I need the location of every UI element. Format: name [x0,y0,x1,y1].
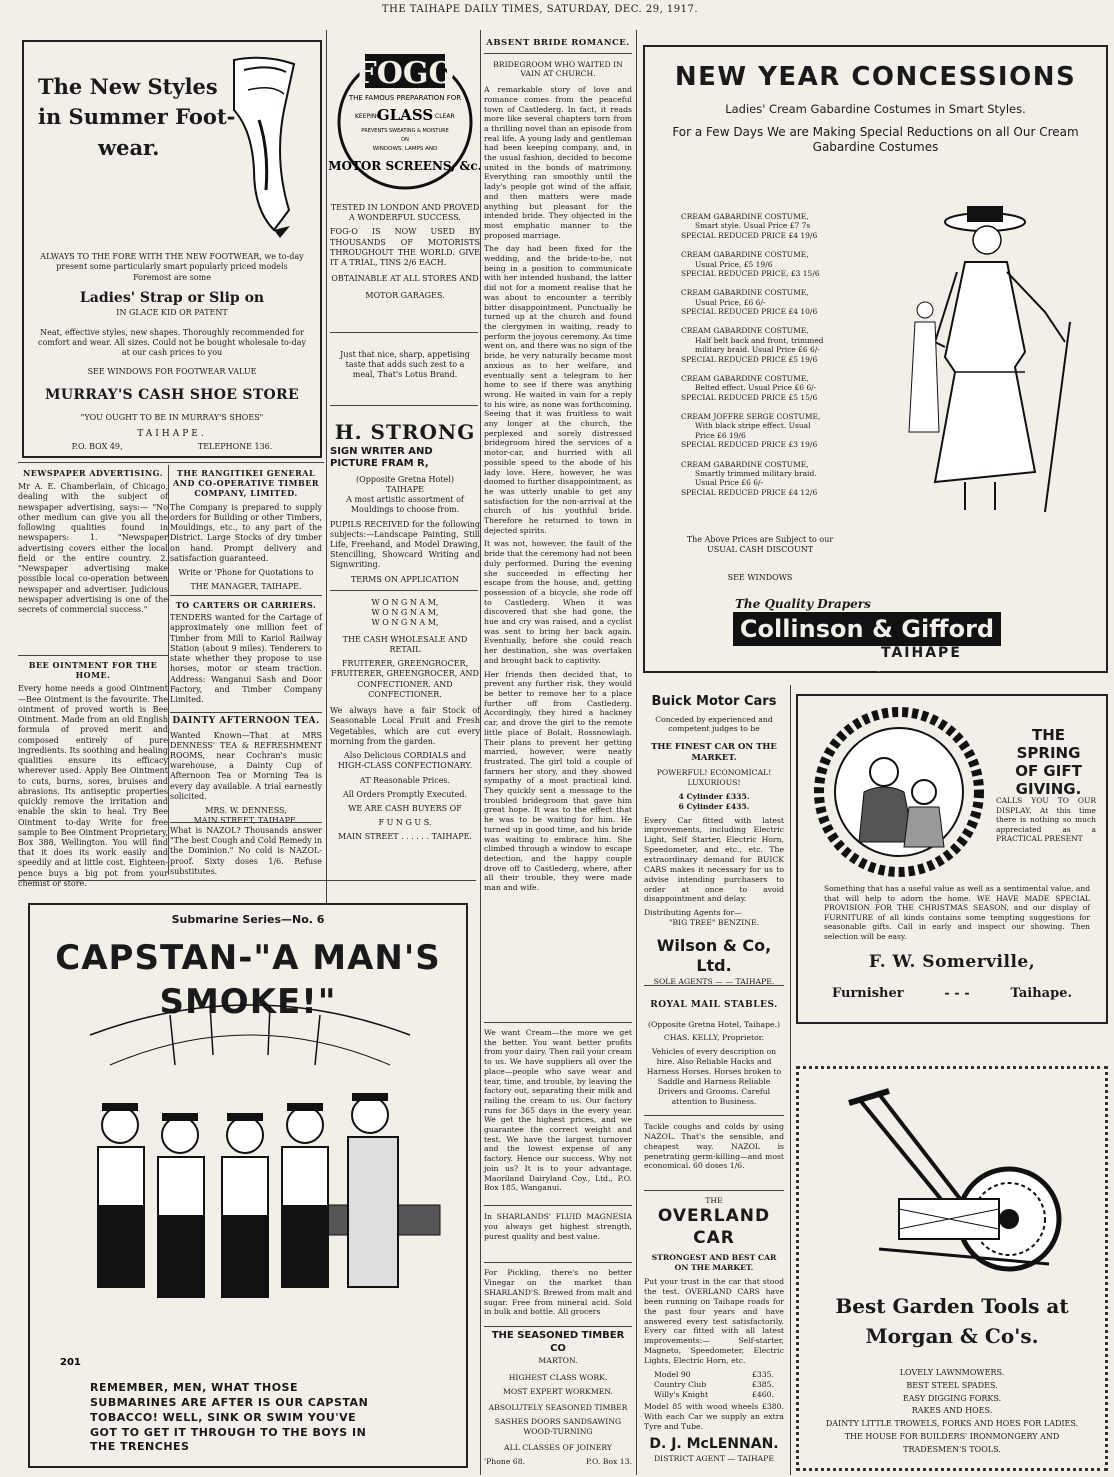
gift-wreath-illustration [804,702,994,882]
wongnam-name-2: W O N G N A M, [371,608,439,618]
bride-paragraph-2: The day had been fixed for the wedding, and the bride-to-be, not being in a position to communicate with her intended husband, the latter did not for a moment realise that he was about to encounter a terribly bitter disappointment. Punctually he turned up at the church and found the clergymen in waiting, ready to perform the joyous ceremony. As time went on, and there was no sign of the bride, he very naturally became most anxious as to her welfare, and eventually sent a telegram to her home to see if there was anything wrong. He waited in vain for a reply to his wire, as none was forthcoming. Seeing that it was fruitless to wait any longer at the church, the perplexed and sorely distressed bridegroom hired the services of a motor-car, and hurried with all possible speed to the abode of his lady love. Here, however, he was doomed to further disappointment, as he was utterly unable to get any satisfaction for the non-arrival at the church of his youthful bride. Therefore he returned to town in dejected spirits. [484,244,632,535]
spring-body: Something that has a useful value as well as a sentimental value, and that will help to adorn the home. WE HAVE MADE SPECIAL PROVISION FOR THE CHRISTMAS SEASON, and our display of FURNITURE of all kinds contains some tempting suggestions for seasonable gifts. Call in early and inspect our showing. Then selection will be easy. [824,884,1090,941]
concessions-windows: SEE WINDOWS [727,573,793,583]
rangitikei-heading: THE RANGITIKEI GENERAL AND CO-OPERATIVE TIMBER COMPANY, LIMITED. [172,468,320,499]
costume-desc: Usual Price, £6 6/- [695,297,766,307]
buick-4-cylinder: 4 Cylinder £335. [678,791,750,801]
garden-line-3: EASY DIGGING FORKS. [902,1393,1002,1403]
concessions-quality: The Quality Drapers [735,597,871,611]
garden-line-1: LOVELY LAWNMOWERS. [899,1368,1005,1377]
capstan-title: CAPSTAN-"A MAN'S SMOKE!" [55,938,441,1022]
costume-price: SPECIAL REDUCED PRICE £4 19/6 [681,230,818,240]
costume-name: CREAM GABARDINE COSTUME, [681,459,809,469]
concessions-town: TAIHAPE [881,645,962,661]
stables-ad [644,1000,784,1110]
bride-paragraph-1: A remarkable story of love and romance comes from the peaceful town of Castlederg. In fact, it reads more like several chapters torn from a thrilling novel than an episode from real life. A young lady and gentleman had been keeping company, and, in the usual fashion, decided to become united in the bonds of matrimony. Everything ran smoothly until the lady's people got wind of the affair, and then matters were made anything but pleasant for the intended bride. They objected in the most emphatic manner to the proposed marriage. [484,85,632,240]
costume-item [681,288,831,316]
strong-mouldings: A most artistic assortment of Mouldings to choose from. [346,495,464,515]
overland-price-2: £385. [751,1379,774,1389]
strong-terms: TERMS ON APPLICATION [350,574,460,584]
capstan-ad [28,903,468,1468]
strong-location: (Opposite Gretna Hotel) [356,474,454,484]
fogo-logo-text: FOGO [355,56,455,91]
lawnmower-illustration [839,1089,1069,1289]
rangitikei-body: The Company is prepared to supply orders for Building or other Timbers, Mouldings, etc., to any part of the District. Large Stocks of dry timber on hand. Prompt delivery and satisfaction guaranteed. [170,502,322,563]
overland-name: OVERLAND CAR [657,1205,771,1248]
footwear-store-name: MURRAY'S CASH SHOE STORE [45,386,299,403]
concessions-title: NEW YEAR CONCESSIONS [674,62,1077,92]
costume-price: SPECIAL REDUCED PRICE £5 19/6 [681,354,818,364]
timber-line-1: HIGHEST CLASS WORK. [508,1373,608,1383]
footwear-headline-2: in Summer Foot- [38,104,236,130]
costume-price: SPECIAL REDUCED PRICE £5 15/6 [681,392,818,402]
timber-box: P.O. Box 13. [585,1456,632,1466]
concessions-ad [643,45,1108,677]
newspaper-article [18,468,168,653]
overland-the: THE [705,1196,723,1205]
rangitikei-manager: THE MANAGER, TAIHAPE. [190,582,302,592]
timber-heading: THE SEASONED TIMBER CO [491,1330,625,1354]
footwear-headline-3: wear. [98,134,160,160]
dainty-heading: DAINTY AFTERNOON TEA. [172,716,320,726]
wongnam-stock: We always have a fair Stock of Seasonable Local Fruit and Fresh Vegetables, which are cut every morning from the garden. [330,706,480,746]
footwear-intro-2: Foremost are some [133,273,211,283]
costume-item [681,374,831,402]
overland-model-1: Model 90 [654,1369,691,1379]
carters-ad [170,600,322,712]
stables-heading: ROYAL MAIL STABLES. [650,1000,778,1010]
nazol-notice-1: What is NAZOL? Thousands answer "The best Cough and Cold Remedy in the Dominion." No cold is NAZOL-proof. Sixty doses 1/6. Refuse substitutes. [170,826,322,876]
footwear-town: TAIHAPE. [137,428,207,439]
fogo-garages: MOTOR GARAGES. [365,290,445,300]
wongnam-buyers: WE ARE CASH BUYERS OF [348,803,462,813]
overland-body: Put your trust in the car that stood the test. OVERLAND CARS have been running on Taihape roads for the past four years and have answered every test satisfactorily. Every car fitted with all latest improvements:— Self-starter, Magneto, Speedometer, Electric Lights, Electric Horn, etc. [644,1277,784,1365]
strong-ad [330,420,480,600]
fogo-glass: GLASS [376,106,434,124]
spring-town: Taihape. [1010,986,1072,1001]
newspaper-body: Mr A. E. Chamberlain, of Chicago, dealing with the subject of newspaper advertising, says:— "No other medium can give you all the following qualities found in newspapers: 1. "Newspaper advertising covers either the local field or the entire country. 2. "Newspaper advertising make possible local co-operation between newspaper and advertiser. Judicious newspaper advertising is one of the secrets of commercial success." [18,482,168,615]
footwear-headline-1: The New Styles [38,74,218,99]
wongnam-street: MAIN STREET . . . . . . TAIHAPE. [338,832,472,842]
fogo-arc-text: THE FAMOUS PREPARATION FOR [348,94,462,102]
footwear-ad [22,40,322,458]
strong-name: H. STRONG [334,420,476,444]
buick-6-cylinder: 6 Cylinder £435. [678,801,750,811]
strong-pupils: PUPILS RECEIVED for the following subjects:—Landscape Painting, Still Life, Freehand, and Model Drawing, Stencilling, Showcard Writing and Signwriting. [330,519,480,570]
concessions-firm: Collinson & Gifford Ltd [733,612,1001,646]
fogo-logo [328,40,482,195]
overland-price-3: £460. [751,1389,774,1399]
wongnam-orders: All Orders Promptly Executed. [342,789,468,799]
wongnam-name-3: W O N G N A M, [371,618,439,628]
fogo-tested: TESTED IN LONDON AND PROVED A WONDERFUL SUCCESS. [330,203,480,223]
costume-desc: Belted effect. Usual Price £6 6/- [695,383,817,393]
wongnam-cash: THE CASH WHOLESALE AND RETAIL [342,634,468,654]
costume-desc: Smartly trimmed military braid. Usual Price £6 6/- [695,468,817,488]
buick-benzine: "BIG TREE" BENZINE. [668,918,760,928]
costume-name: CREAM GABARDINE COSTUME, [681,212,809,221]
bride-paragraph-4: Her friends then decided that, to prevent any further risk, they would be better to remove her to a place further off from Castlederg. Accordingly, they hired a hackney car, and drove the girl to the remote little place of Bolalt, Rossnowlagh. Their plans to prevent her getting married, however, were neatly frustrated. The girl told a couple of farmers her story, and they showed sympathy of a most practical kind. They quickly sent a message to the troubled bridegroom that gave him great hope. It was to the effect that he was to be waiting for him. He turned up in good time, and his bride was waiting to embrace him. She climbed through a window to escape detection, and the happy couple drove off to Castlederg, where, after all their trouble, they were made man and wife. [484,669,632,893]
overland-price-1: £335. [751,1369,774,1379]
costume-name: CREAM GABARDINE COSTUME, [681,288,809,298]
newspaper-heading: NEWSPAPER ADVERTISING. [22,468,164,478]
footwear-windows: SEE WINDOWS FOR FOOTWEAR VALUE [87,366,257,376]
wongnam-name-1: W O N G N A M, [371,598,439,607]
costume-item [681,212,831,240]
spring-name: F. W. Somerville, [868,952,1036,972]
garden-line-4: RAKES AND HOES. [911,1406,993,1416]
buick-heading: Buick Motor Cars [651,694,777,709]
bride-paragraph-3: It was not, however, the fault of the bride that the ceremony had not been duly performed. During the evening she succeeded in effecting her escape from the house, and, getting possession of a bicycle, she rode off to Castlederg. When it was discovered that she had gone, the hue and cry was raised, and a cyclist was sent to bring her back again. Eventually, before she could reach her destination, she was overtaken and brought back to captivity. [484,539,632,665]
dainty-body: Wanted Known—That at MRS DENNESS' TEA & REFRESHMENT ROOMS, near Cochran's music warehouse, a Dainty Cup of Afternoon Tea or Morning Tea is every day available. A trial earnestly solicited. [170,730,322,801]
buick-powerful: POWERFUL! ECONOMICAL! LUXURIOUS! [656,768,772,787]
magnesia-notice: In SHARLANDS' FLUID MAGNESIA you always get highest strength, purest quality and best value. [484,1212,632,1241]
footwear-telephone: TELEPHONE 136. [197,442,273,452]
sailors-illustration [50,975,450,1375]
concessions-intro: For a Few Days We are Making Special Reductions on all Our Cream Gabardine Costumes [672,124,1079,155]
dainty-ad [170,716,322,824]
cream-notice: We want Cream—the more we get the better. You want better profits from your dairy. Then rail your cream to us. We have suppliers all over the place—people who save wear and tear, time, and trouble, by leaving the factory out, separating their milk and railing the cream to us. Our factory runs for 365 days in the every year. We get the highest prices, and we guarantee the correct weight and test. We have the largest turnover and the lowest expense of any factory. Hence our success. Why not join us? It is to your advantage. Maoriland Dairyland Coy., Ltd., P.O. Box 185, Wanganui. [484,1028,632,1193]
wongnam-fungus: F U N G U S. [378,818,432,828]
costume-price: SPECIAL REDUCED PRICE £3 19/6 [681,440,818,450]
spring-ad: THE SPRING OF GIFT GIVING. CALLS YOU TO OUR DISPLAY. At this time there is nothing so much appreciated as a PRACTICAL PRESENT Something that has a useful value as well as a sentimental value, and that will help to adorn the home. WE HAVE MADE SPECIAL PROVISION FOR THE CHRISTMAS SEASON, and our display of FURNITURE of all kinds contains some tempting suggestions for seasonable gifts. Call in early and inspect our showing. Then selection will be easy. F. W. Somerville, Furnisher - - - Taihape. [796,694,1108,1024]
buick-body: Every Car fitted with latest improvements, including Electric Light, Self Starter, Electric Horn, Speedometer, and etc., etc. The extraordinary demand for BUICK CARS makes it necessary for us to advise intending purchasers to order at once to avoid disappointment and delay. [644,815,784,904]
wongnam-ad [330,598,480,883]
garden-ad [796,1066,1108,1471]
bee-body: Every home needs a good Ointment—Bee Ointment is the favourite. The ointment of proved worth is Bee Ointment. Made from an old English formula of proved merit and composed entirely of pure ingredients. Its soothing and healing qualities ensure its efficacy wherever used. Apply Bee Ointment to cuts, burns, sores, bruises and abrasions. Its antiseptic properties quickly remove the irritation and enable the skin to heal. Try Bee Ointment to-day Write for free sample to Bee Ointment Proprietary, Box 388, Wellington. You will find that it does its work easily and speedily and at little cost. Eighteen-pence buys a big pot from your chemist or store. [18,684,168,888]
fogo-motor: MOTOR SCREENS, &c. [328,159,482,173]
concessions-note-1: The Above Prices are Subject to our [686,535,834,544]
strong-town: TAIHAPE [386,484,424,494]
strong-trade: SIGN WRITER AND PICTURE FRAM R, [330,445,433,470]
fogo-thousands: FOG-O IS NOW USED BY THOUSANDS OF MOTORISTS THROUGHOUT THE WORLD. GIVE IT A TRIAL, TINS 2/6 EACH. [330,227,480,268]
dainty-sig-1: MRS. W. DENNESS, [205,806,287,816]
costume-item [681,250,831,278]
fogo-ad [330,40,480,340]
rangitikei-ad [170,468,322,592]
vinegar-notice: For Pickling, there's no better Vinegar on the market than SHARLAND'S. Brewed from malt and sugar. Free from mineral acid. Sold in bulk and bottle. All grocers [484,1268,632,1317]
carters-body: TENDERS wanted for the Cartage of approximately one million feet of Timber from Mill to Kariol Railway Station (about 9 miles). Tenderers to state whether they propose to use horses, motor or steam traction. Address: Wanganui Sash and Door Factory, and Timber Company Limited. [170,613,322,705]
spring-title-3: GIVING. [1015,780,1082,798]
buick-ad [644,694,784,986]
footwear-intro: ALWAYS TO THE FORE WITH THE NEW FOOTWEAR, we to-day present some particularly smart popularly priced models [40,252,304,272]
garden-title-1: Best Garden Tools at [835,1294,1069,1318]
footwear-subhead: Ladies' Strap or Slip on [79,289,265,306]
overland-agent: D. J. McLENNAN. [649,1435,779,1452]
costume-desc: With black stripe effect. Usual Price £6 19/6 [695,421,811,440]
footwear-body: Neat, effective styles, new shapes. Thoroughly recommended for comfort and wear. All sizes. Could not be bought wholesale to-day at our cash prices to you [38,327,306,358]
spring-title-1: THE SPRING [1016,726,1081,762]
wongnam-cordials: Also Delicious CORDIALS and HIGH-CLASS CONFECTIONARY. [337,751,473,771]
fogo-windows: WINDOWS, LAMPS AND [372,146,438,152]
overland-ad [644,1196,784,1471]
spring-title-2: OF GIFT [1015,762,1082,780]
bee-article [18,660,168,888]
concessions-note-2: USUAL CASH DISCOUNT [706,545,814,555]
rangitikei-write: Write or 'Phone for Quotations to [178,568,314,578]
footwear-box: P.O. BOX 49, [71,442,123,452]
costume-name: CREAM JOFFRE SERGE COSTUME, [681,412,821,421]
stables-location: (Opposite Gretna Hotel, Taihape.) [647,1019,781,1029]
buick-finest: THE FINEST CAR ON THE MARKET. [651,742,777,764]
costume-name: CREAM GABARDINE COSTUME, [681,250,809,260]
costume-desc: Usual Price, £5 19/6 [695,259,773,269]
spring-calls: CALLS YOU TO OUR DISPLAY. At this time there is nothing so much appreciated as a PRACTICAL PRESENT [996,796,1096,844]
capstan-number: 201 [60,1357,81,1368]
garden-line-2: BEST STEEL SPADES. [906,1380,998,1390]
capstan-caption: REMEMBER, MEN, WHAT THOSE SUBMARINES ARE AFTER IS OUR CAPSTAN TOBACCO! WELL, SINK OR SWIM YOU'VE GOT TO GET IT THROUGH TO THE BOYS IN THE TRENCHES [90,1381,369,1454]
costume-desc: Smart style. Usual Price £7 7s [695,221,811,231]
overland-role: DISTRICT AGENT — TAIHAPE [654,1453,774,1463]
buick-sole-agents: SOLE AGENTS — — TAIHAPE. [653,976,775,986]
fogo-obtainable: OBTAINABLE AT ALL STORES AND [331,274,479,284]
dainty-sig-2: MAIN STREET, TAIHAPE. [193,816,299,826]
concessions-subtitle: Ladies' Cream Gabardine Costumes in Smart Styles. [725,102,1026,117]
fogo-clear: CLEAR [435,113,455,120]
costume-desc: Half belt back and front, trimmed military braid. Usual Price £6 6/- [695,335,824,355]
bride-heading: ABSENT BRIDE ROMANCE. [484,38,632,54]
lotus-notice: Just that nice, sharp, appetising taste that adds such zest to a meal, That's Lotus Brand. [340,350,470,380]
costume-price: SPECIAL REDUCED PRICE, £3 15/6 [681,268,820,278]
stables-body: Vehicles of every description on hire. Also Reliable Hacks and Harness Horses. Horses broken to Saddle and Harness Reliable Drivers and Grooms. Careful attention to Business. [646,1047,782,1106]
carters-heading: TO CARTERS OR CARRIERS. [175,600,317,610]
masthead: THE TAIHAPE DAILY TIMES, SATURDAY, DEC. 29, 1917. [381,4,699,15]
nazol-notice-2: Tackle coughs and colds by using NAZOL. That's the sensible, and cheapest way. NAZOL is penetrating germ-killing—and most economical. 60 doses 1/6. [644,1122,784,1171]
timber-line-2: MOST EXPERT WORKMEN. [502,1387,613,1397]
costume-list [681,212,831,507]
costume-item [681,412,831,450]
garden-title-2: Morgan & Co's. [865,1324,1039,1348]
timber-town: MARTON. [538,1355,578,1365]
overland-sub: STRONGEST AND BEST CAR ON THE MARKET. [651,1253,777,1273]
stables-proprietor: CHAS. KELLY, Proprietor. [663,1033,765,1043]
costume-name: CREAM GABARDINE COSTUME, [681,373,809,383]
costume-name: CREAM GABARDINE COSTUME, [681,326,809,336]
costume-item [681,326,831,364]
costume-item [681,460,831,498]
fogo-keep: KEEPING [355,113,382,120]
buick-distributing: Distributing Agents for— [644,908,742,918]
wongnam-prices: AT Reasonable Prices. [359,775,451,785]
garden-line-6: THE HOUSE FOR BUILDERS' IRONMONGERY AND TRADESMEN'S TOOLS. [844,1431,1060,1454]
fogo-prevents: PREVENTS SWEATING & MOISTURE [361,128,449,134]
timber-ad [484,1330,632,1470]
bride-subheading: BRIDEGROOM WHO WAITED IN VAIN AT CHURCH. [493,59,623,79]
buick-wilson: Wilson & Co, Ltd. [656,935,772,976]
footwear-subhead-2: IN GLACE KID OR PATENT [116,307,228,317]
overland-model-2: Country Club [654,1379,707,1389]
capstan-series: Submarine Series—No. 6 [171,913,325,926]
costume-price: SPECIAL REDUCED PRICE £4 10/6 [681,307,818,316]
overland-extra: Model 85 with wood wheels £380. With each Car we supply an extra Tyre and Tube. [644,1402,784,1432]
footwear-slogan: "YOU OUGHT TO BE IN MURRAY'S SHOES" [80,412,264,422]
buick-sub: Conceded by experienced and competent judges to be [655,714,773,734]
bee-heading: BEE OINTMENT FOR THE HOME. [28,660,158,681]
timber-line-5: ALL CLASSES OF JOINERY [504,1442,612,1452]
garden-line-5: DAINTY LITTLE TROWELS, FORKS AND HOES FOR LADIES. [825,1419,1079,1429]
fogo-on: ON [401,137,409,143]
costume-price: SPECIAL REDUCED PRICE £4 12/6 [681,487,818,497]
timber-line-4: SASHES DOORS SANDSAWING WOOD-TURNING [494,1417,622,1436]
lady-costume-illustration [895,192,1095,522]
bride-article [484,38,632,1018]
overland-model-3: Willy's Knight [654,1389,709,1399]
timber-line-3: ABSOLUTELY SEASONED TIMBER [488,1403,628,1413]
timber-phone: 'Phone 68. [484,1456,526,1466]
shoe-illustration [214,50,314,240]
wongnam-fruiterer: FRUITERER, GREENGROCER, FRUITERER, GREENGROCER, AND CONFECTIONER. AND CONFECTIONER. [331,659,479,699]
spring-role: Furnisher [832,986,904,1001]
